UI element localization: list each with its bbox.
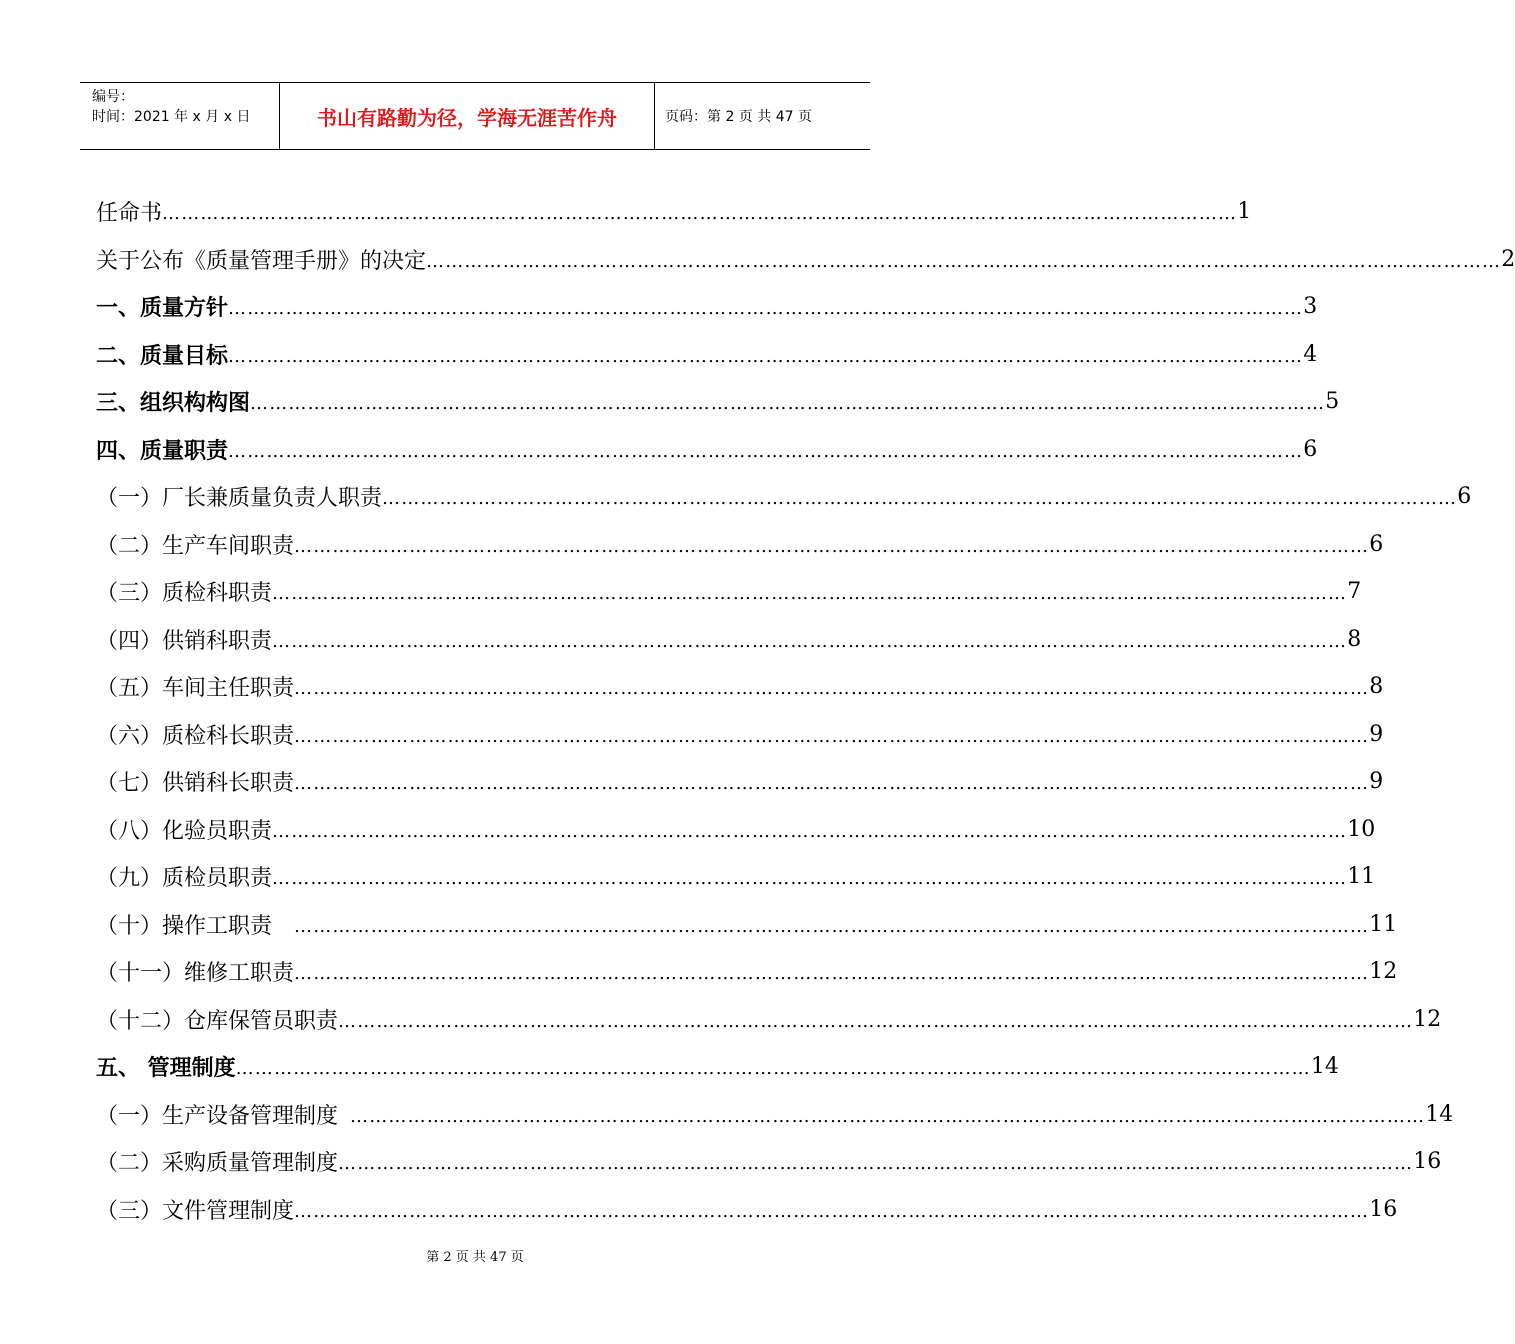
toc-entry-title: （一）生产设备管理制度 (96, 1103, 339, 1129)
toc-leader-dots: …………………………………………………………………………………………………………………………………………………… (382, 488, 1458, 510)
toc-leader-dots: …………………………………………………………………………………………………………………………………………………… (162, 203, 1238, 225)
toc-entry-page: 12 (1369, 959, 1398, 985)
header-meta (80, 83, 280, 149)
toc-entry-page: 2 (1501, 246, 1515, 272)
toc-entry-page: 7 (1347, 579, 1362, 605)
toc-leader-dots: …………………………………………………………………………………………………………………………………………………… (228, 298, 1304, 320)
toc-entry-title: （十二）仓库保管员职责 (96, 1008, 339, 1034)
toc-leader-dots: …………………………………………………………………………………………………………………………………………………… (235, 1058, 1311, 1080)
toc-entry-title: 四、质量职责 (96, 437, 229, 464)
toc-entry-page: 4 (1303, 341, 1318, 367)
toc-leader-dots: …………………………………………………………………………………………………………………………………………………… (350, 1105, 1426, 1127)
toc-entry-title: （三）质检科职责 (96, 581, 273, 607)
toc-entry-title: 五、 管理制度 (96, 1055, 236, 1082)
toc-entry-page: 9 (1369, 721, 1384, 747)
toc-entry-title: 任命书 (96, 201, 163, 227)
toc-entry-title: 二、质量目标 (96, 342, 229, 369)
header-page-info: 页码：第 2 页 共 47 页 (665, 109, 812, 125)
toc-leader-dots: …………………………………………………………………………………………………………………………………………………… (228, 345, 1304, 367)
toc-leader-dots: …………………………………………………………………………………………………………………………………………………… (228, 440, 1304, 462)
toc-leader-dots: …………………………………………………………………………………………………………………………………………………… (272, 583, 1348, 605)
toc-entry-title: （二）生产车间职责 (96, 533, 295, 559)
toc-entry-title: （四）供销科职责 (96, 628, 273, 654)
toc-entry-page: 11 (1347, 864, 1376, 890)
toc-entry[interactable] (96, 188, 1252, 236)
page-footer: 第 2 页 共 47 页 (426, 1250, 524, 1265)
toc-entry[interactable] (96, 426, 1318, 474)
toc-entry-title: （二）采购质量管理制度 (96, 1151, 339, 1177)
toc-leader-dots: …………………………………………………………………………………………………………………………………………………… (294, 915, 1370, 937)
toc-leader-dots: …………………………………………………………………………………………………………………………………………………… (338, 1153, 1414, 1175)
toc-leader-dots: …………………………………………………………………………………………………………………………………………………… (250, 393, 1326, 415)
toc-entry-page: 12 (1413, 1006, 1442, 1032)
toc-entry[interactable] (96, 948, 1398, 996)
toc-entry-title: （五）车间主任职责 (96, 676, 295, 702)
toc-entry-title: （十）操作工职责 (96, 913, 273, 939)
toc-entry-title: （八）化验员职责 (96, 818, 273, 844)
toc-entry-page: 9 (1369, 769, 1384, 795)
toc-entry-page: 11 (1369, 911, 1398, 937)
toc-entry[interactable] (96, 663, 1384, 711)
toc-leader-dots: …………………………………………………………………………………………………………………………………………………… (294, 725, 1370, 747)
toc-leader-dots: …………………………………………………………………………………………………………………………………………………… (294, 535, 1370, 557)
toc-entry[interactable] (96, 853, 1376, 901)
toc-entry[interactable] (96, 711, 1384, 759)
toc-entry[interactable] (96, 1091, 1454, 1139)
toc-leader-dots: …………………………………………………………………………………………………………………………………………………… (272, 868, 1348, 890)
toc-entry-page: 6 (1303, 436, 1318, 462)
toc-entry-title: （一）厂长兼质量负责人职责 (96, 486, 383, 512)
page-header (80, 82, 870, 150)
toc-entry[interactable] (96, 331, 1318, 379)
toc-entry[interactable] (96, 521, 1384, 569)
toc-entry-title: （九）质检员职责 (96, 866, 273, 892)
toc-entry[interactable] (96, 1043, 1339, 1091)
toc-entry[interactable] (96, 996, 1442, 1044)
toc-leader-dots: …………………………………………………………………………………………………………………………………………………… (338, 1010, 1414, 1032)
toc-entry-page: 16 (1413, 1149, 1442, 1175)
toc-leader-dots: …………………………………………………………………………………………………………………………………………………… (294, 1200, 1370, 1222)
toc-leader-dots: …………………………………………………………………………………………………………………………………………………… (426, 250, 1502, 272)
toc-entry-page: 16 (1369, 1196, 1398, 1222)
toc-entry-page: 6 (1457, 484, 1472, 510)
toc-entry[interactable] (96, 806, 1376, 854)
toc-leader-dots: …………………………………………………………………………………………………………………………………………………… (294, 963, 1370, 985)
toc-entry-title: （十一）维修工职责 (96, 961, 295, 987)
toc-entry-title: 关于公布《质量管理手册》的决定 (96, 248, 427, 274)
toc-entry-title: （七）供销科长职责 (96, 771, 295, 797)
toc-entry[interactable] (96, 283, 1318, 331)
toc-entry[interactable] (96, 1138, 1442, 1186)
header-motto: 书山有路勤为径，学海无涯苦作舟 (280, 83, 655, 149)
toc-leader-dots: …………………………………………………………………………………………………………………………………………………… (294, 773, 1370, 795)
toc-entry-title: 三、组织构构图 (96, 390, 251, 417)
toc-entry[interactable] (96, 616, 1362, 664)
toc-entry-page: 3 (1303, 294, 1318, 320)
toc-entry-page: 14 (1310, 1054, 1339, 1080)
toc-entry-title: （三）文件管理制度 (96, 1198, 295, 1224)
toc-entry-page: 8 (1369, 674, 1384, 700)
toc-leader-dots: …………………………………………………………………………………………………………………………………………………… (294, 678, 1370, 700)
toc-entry-page: 5 (1325, 389, 1340, 415)
toc-entry-page: 10 (1347, 816, 1376, 842)
toc-leader-dots: …………………………………………………………………………………………………………………………………………………… (272, 630, 1348, 652)
toc-entry-title: 一、质量方针 (96, 295, 229, 322)
toc-entry-page: 8 (1347, 626, 1362, 652)
toc-entry-title: （六）质检科长职责 (96, 723, 295, 749)
toc-entry[interactable] (96, 758, 1384, 806)
toc-leader-dots: …………………………………………………………………………………………………………………………………………………… (272, 820, 1348, 842)
toc-entry[interactable] (96, 378, 1340, 426)
document-number: 编号： (92, 89, 134, 105)
toc-entry-page: 6 (1369, 531, 1384, 557)
document-time: 时间：2021 年 x 月 x 日 (92, 109, 251, 125)
toc-entry-page: 14 (1425, 1101, 1454, 1127)
toc-entry[interactable] (96, 236, 1515, 284)
toc-entry[interactable] (96, 473, 1472, 521)
toc-entry[interactable] (96, 1186, 1398, 1234)
table-of-contents (96, 188, 1515, 1233)
toc-entry[interactable] (96, 901, 1398, 949)
toc-entry-page: 1 (1237, 199, 1252, 225)
toc-entry[interactable] (96, 568, 1362, 616)
